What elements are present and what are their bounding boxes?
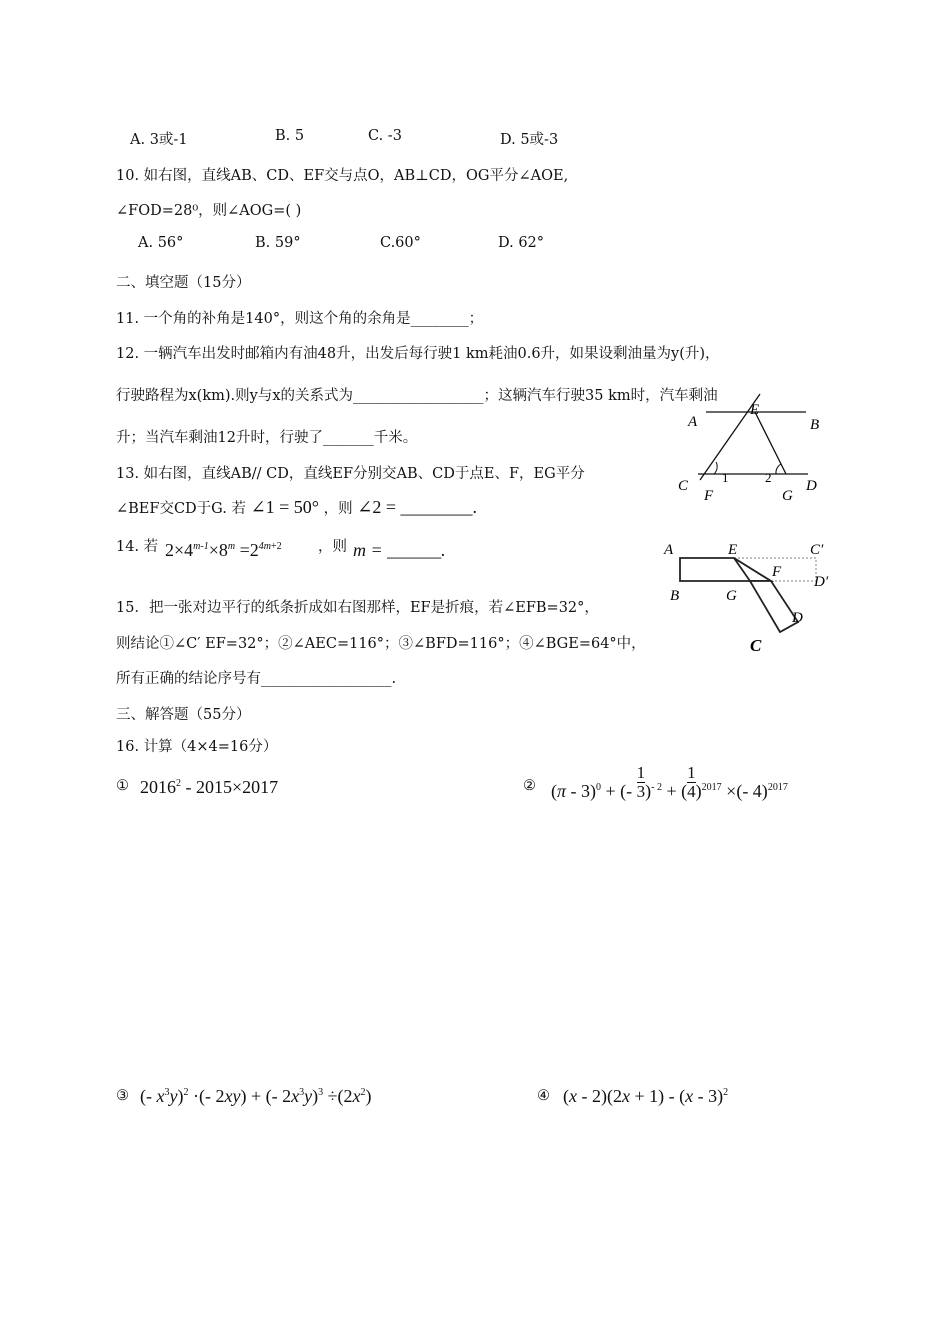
label-d: D	[806, 478, 817, 494]
q13-line2-c: ，则	[323, 501, 353, 517]
section-3-heading: 三、解答题（55分）	[116, 707, 251, 723]
q11-text: 11. 一个角的补角是140°，则这个角的余角是________；	[116, 311, 484, 327]
label-e: E	[750, 402, 760, 418]
q10-line2: ∠FOD=28⁰，则∠AOG=( )	[116, 203, 302, 219]
line-eg	[755, 412, 786, 474]
label-c-prime: C′	[810, 542, 824, 558]
label-f: F	[704, 488, 714, 504]
q16-item-2-number: ②	[523, 778, 536, 794]
label-c: C	[678, 478, 689, 494]
q14-answer: m = ______.	[353, 540, 446, 560]
label-a: A	[688, 414, 698, 430]
q13-line2	[116, 497, 477, 518]
q10-line1: 10. 如右图，直线AB、CD、EF交与点O，AB⊥CD，OG平分∠AOE,	[116, 168, 569, 184]
q12-line3: 升；当汽车剩油12升时，行驶了_______千米。	[116, 430, 418, 446]
label-d-prime: D′	[814, 574, 829, 590]
label-e: E	[728, 542, 738, 558]
q9-option-d: D. 5或-3	[500, 132, 559, 148]
q15-line2: 则结论①∠C′ EF=32°；②∠AEC=116°；③∠BFD=116°；④∠BGE=64°中，	[116, 636, 646, 652]
q15-line3: 所有正确的结论序号有__________________.	[116, 671, 397, 687]
q16-item-3-number: ③	[116, 1088, 129, 1104]
q14-expression: $2\times 4^{m-1}\times 8^m =2^{4m+2}$	[165, 540, 282, 560]
q9-option-b: B. 5	[275, 128, 305, 144]
q13-angle2-eq: ∠2 = ________.	[357, 497, 477, 517]
q15-figure	[658, 534, 844, 658]
q9-option-a: A. 3或-1	[130, 132, 188, 148]
q16-expression-1: 2016$^2$ - 2015×2017	[140, 777, 279, 797]
q16-expression-2: (π - 3)$^0$ + (- $\frac{1}{3}$ )$^{- 2}$ + ( $\frac{1}{4}$ )$^{2017}$ ×(- 4)$^{2017}$	[551, 763, 788, 801]
q10-option-b: B. 59°	[255, 235, 301, 251]
strip-folded-part	[750, 581, 798, 632]
q16-expression-3: (- $x^3y)^2$ ·(- 2xy) + (- $2x^3y)^3 \div(2x^2)$	[140, 1086, 372, 1106]
section-2-heading: 二、填空题（15分）	[116, 275, 251, 291]
q16-title: 16. 计算（4×4=16分）	[116, 739, 278, 755]
q13-angle1-eq: ∠1 = 50°	[250, 497, 320, 517]
q16-item-4-number: ④	[537, 1088, 550, 1104]
q13-line2-a: ∠BEF交CD于G. 若	[116, 501, 246, 517]
q16-expression-4: (x - 2)(2x + 1) - (x - 3)$^2$	[563, 1086, 729, 1106]
label-d: D	[792, 610, 803, 626]
q13-figure	[672, 392, 844, 510]
q10-option-a: A. 56°	[138, 235, 184, 251]
label-a: A	[664, 542, 674, 558]
label-f: F	[772, 564, 782, 580]
q12-line1: 12. 一辆汽车出发时邮箱内有油48升，出发后每行驶1 km耗油0.6升，如果设剩油量为y(升)，	[116, 346, 720, 362]
q12-line2: 行驶路程为x(km).则y与x的关系式为__________________；这辆汽车行驶35 km时，汽车剩油	[116, 388, 718, 404]
q14-prefix: 14. 若	[116, 539, 159, 555]
q15-line1: 15．把一张对边平行的纸条折成如右图那样，EF是折痕，若∠EFB=32°，	[116, 600, 599, 616]
label-c: C	[750, 636, 762, 655]
q10-option-c: C.60°	[380, 235, 421, 251]
q9-option-c: C. -3	[368, 128, 402, 144]
label-b: B	[670, 588, 680, 604]
label-b: B	[810, 417, 820, 433]
q16-item-1-number: ①	[116, 778, 129, 794]
label-g: G	[782, 488, 793, 504]
q10-option-d: D. 62°	[498, 235, 545, 251]
label-angle-1: 1	[722, 470, 729, 485]
q13-line1: 13. 如右图，直线AB// CD，直线EF分别交AB、CD于点E、F，EG平分	[116, 466, 585, 482]
q14-mid: ，则	[318, 539, 347, 555]
label-angle-2: 2	[765, 470, 772, 485]
label-g: G	[726, 588, 737, 604]
